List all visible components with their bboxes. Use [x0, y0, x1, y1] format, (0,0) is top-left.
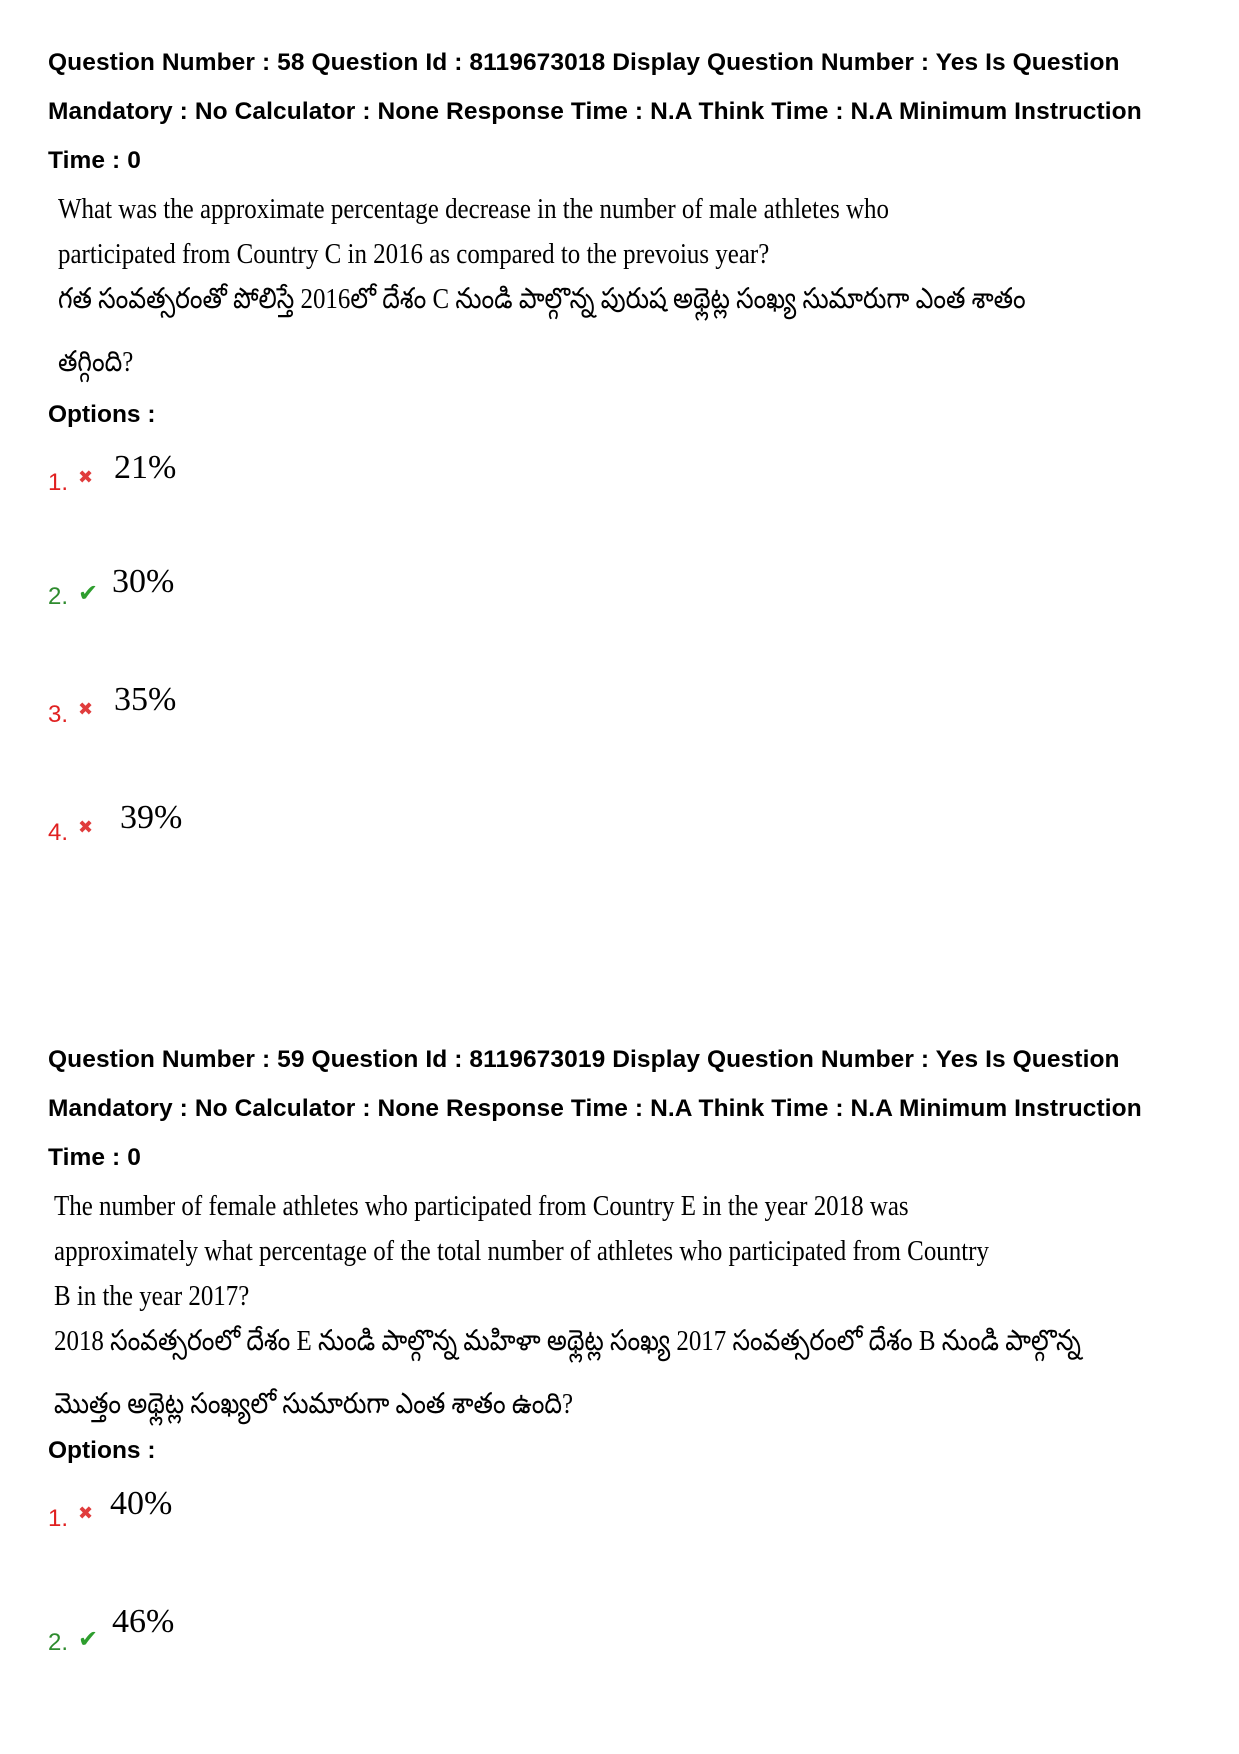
option-number: 3. [48, 701, 69, 728]
option-text: 30% [112, 563, 175, 600]
check-icon: ✔ [78, 1625, 99, 1653]
question-line-telugu: మొత్తం అథ్లెట్ల సంఖ్యలో సుమారుగా ఎంత శాతం ఉంది? [54, 1388, 574, 1420]
cross-icon: ✖ [78, 699, 94, 720]
option-1[interactable] [48, 449, 1218, 571]
option-text: 40% [110, 1485, 173, 1522]
question-line-telugu: తగ్గింది? [58, 346, 134, 378]
option-text: 39% [120, 799, 183, 836]
header-line: Mandatory : No Calculator : None Response Time : N.A Think Time : N.A Minimum Instruction [48, 1095, 1142, 1122]
cross-icon: ✖ [78, 817, 94, 838]
question-header [48, 1035, 1218, 1182]
option-number: 1. [48, 469, 69, 496]
header-line: Time : 0 [48, 147, 141, 174]
option-2[interactable] [48, 563, 1218, 689]
option-number: 1. [48, 1505, 69, 1532]
question-line-telugu: 2018 సంవత్సరంలో దేశం E నుండి పాల్గొన్న మహిళా అథ్లెట్ల సంఖ్య 2017 సంవత్సరంలో దేశం B నుండి పాల్గొన్న [54, 1325, 1081, 1357]
option-number: 4. [48, 819, 69, 846]
cross-icon: ✖ [78, 467, 94, 488]
option-text: 35% [114, 681, 177, 718]
check-icon: ✔ [78, 579, 99, 607]
cross-icon: ✖ [78, 1503, 94, 1524]
header-line: Time : 0 [48, 1144, 141, 1171]
header-line: Question Number : 58 Question Id : 8119673018 Display Question Number : Yes Is Question [48, 49, 1120, 76]
question-text [58, 187, 1026, 385]
option-text: 21% [114, 449, 177, 486]
option-number: 2. [48, 583, 69, 610]
option-text: 46% [112, 1603, 175, 1640]
question-line-telugu: గత సంవత్సరంతో పోలిస్తే 2016లో దేశం C నుండి పాల్గొన్న పురుష అథ్లెట్ల సంఖ్య సుమారుగా ఎంత శాతం [58, 283, 1026, 315]
option-2[interactable] [48, 1603, 1218, 1717]
options-label: Options : [48, 1437, 156, 1464]
question-line: B in the year 2017? [54, 1280, 250, 1312]
option-3[interactable] [48, 681, 1218, 807]
question-line: What was the approximate percentage decrease in the number of male athletes who [58, 193, 889, 225]
question-text [54, 1184, 1081, 1427]
header-line: Mandatory : No Calculator : None Response Time : N.A Think Time : N.A Minimum Instruction [48, 98, 1142, 125]
question-header [48, 38, 1218, 185]
question-59 [48, 1035, 1218, 1717]
question-line: approximately what percentage of the total number of athletes who participated from Country [54, 1235, 989, 1267]
question-58 [48, 38, 1218, 907]
option-4[interactable] [48, 799, 1218, 907]
question-line: The number of female athletes who participated from Country E in the year 2018 was [54, 1190, 909, 1222]
question-line: participated from Country C in 2016 as compared to the prevoius year? [58, 238, 770, 270]
option-number: 2. [48, 1629, 69, 1656]
option-1[interactable] [48, 1485, 1218, 1617]
options-label: Options : [48, 401, 156, 428]
header-line: Question Number : 59 Question Id : 8119673019 Display Question Number : Yes Is Question [48, 1046, 1120, 1073]
